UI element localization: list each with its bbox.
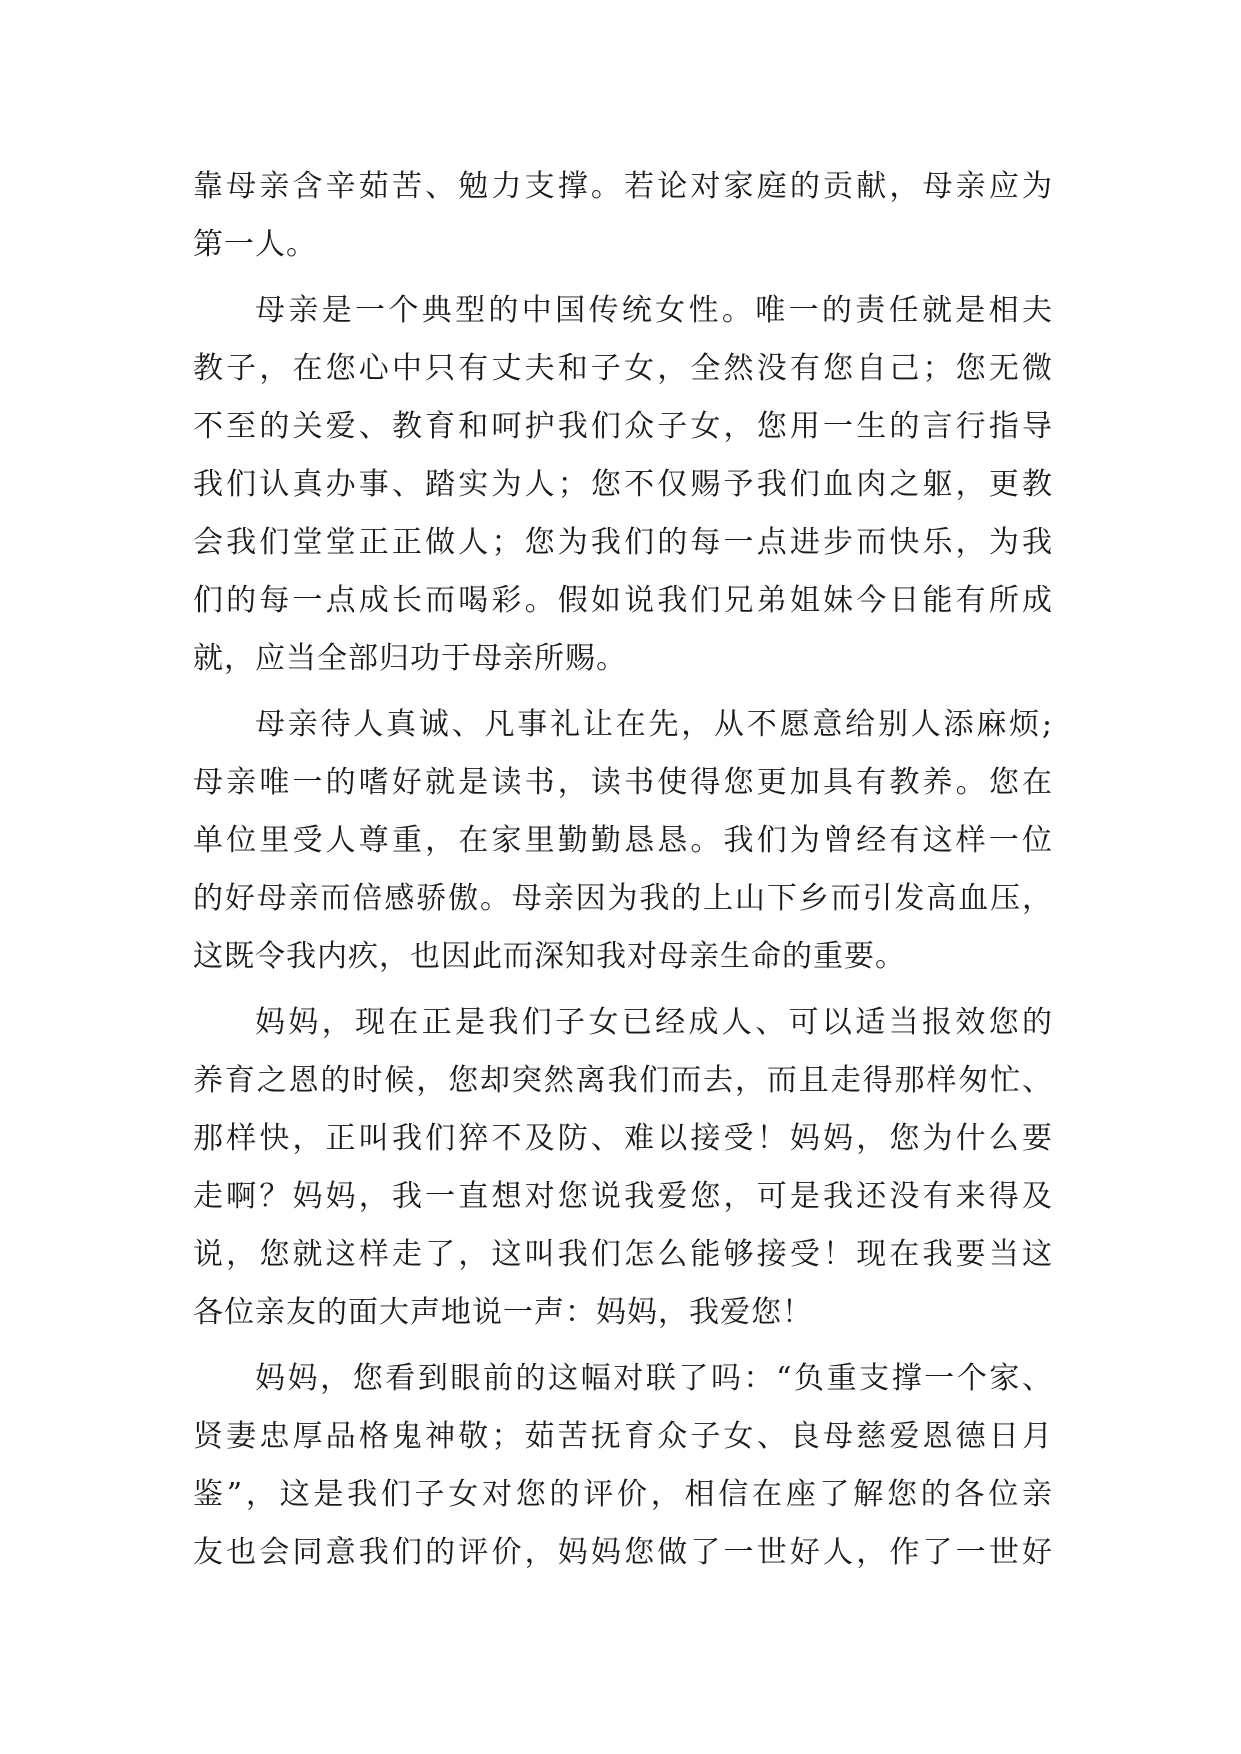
text-line: 不至的关爱、教育和呵护我们众子女，您用一生的言行指导	[193, 409, 1053, 444]
text-line: 友也会同意我们的评价，妈妈您做了一世好人，作了一世好	[193, 1535, 1053, 1570]
paragraph-5	[193, 1350, 1053, 1582]
text-line: 那样快，正叫我们猝不及防、难以接受！妈妈，您为什么要	[193, 1121, 1053, 1156]
text-line: 养育之恩的时候，您却突然离我们而去，而且走得那样匆忙、	[193, 1063, 1053, 1098]
text-line: 这既令我内疚，也因此而深知我对母亲生命的重要。	[193, 939, 906, 974]
text-line: 母亲待人真诚、凡事礼让在先，从不愿意给别人添麻烦;	[255, 707, 1053, 742]
text-line: 说，您就这样走了，这叫我们怎么能够接受！现在我要当这	[193, 1237, 1053, 1272]
text-line: 教子，在您心中只有丈夫和子女，全然没有您自己；您无微	[193, 351, 1053, 386]
text-line: 的好母亲而倍感骄傲。母亲因为我的上山下乡而引发高血压，	[193, 881, 1053, 916]
paragraph-3	[193, 696, 1053, 986]
paragraph-2	[193, 282, 1053, 688]
document-body	[193, 158, 1053, 1590]
text-line: 们的每一点成长而喝彩。假如说我们兄弟姐妹今日能有所成	[193, 583, 1053, 618]
text-line: 妈妈，您看到眼前的这幅对联了吗：“负重支撑一个家、	[255, 1361, 1053, 1396]
paragraph-4	[193, 994, 1053, 1342]
text-line: 走啊？妈妈，我一直想对您说我爱您，可是我还没有来得及	[193, 1179, 1053, 1214]
text-line: 母亲唯一的嗜好就是读书，读书使得您更加具有教养。您在	[193, 765, 1053, 800]
text-line: 母亲是一个典型的中国传统女性。唯一的责任就是相夫	[255, 293, 1053, 328]
text-line: 贤妻忠厚品格鬼神敬；茹苦抚育众子女、良母慈爱恩德日月	[193, 1419, 1053, 1454]
paragraph-1	[193, 158, 1053, 274]
text-line: 靠母亲含辛茹苦、勉力支撑。若论对家庭的贡献，母亲应为	[193, 169, 1053, 204]
text-line: 各位亲友的面大声地说一声：妈妈，我爱您！	[193, 1295, 813, 1330]
text-line: 鉴”，这是我们子女对您的评价，相信在座了解您的各位亲	[193, 1477, 1053, 1512]
text-line: 就，应当全部归功于母亲所赐。	[193, 641, 627, 676]
text-line: 妈妈，现在正是我们子女已经成人、可以适当报效您的	[255, 1005, 1053, 1040]
text-line: 单位里受人尊重，在家里勤勤恳恳。我们为曾经有这样一位	[193, 823, 1053, 858]
text-line: 我们认真办事、踏实为人；您不仅赐予我们血肉之躯，更教	[193, 467, 1053, 502]
text-line: 第一人。	[193, 227, 317, 262]
text-line: 会我们堂堂正正做人；您为我们的每一点进步而快乐，为我	[193, 525, 1053, 560]
